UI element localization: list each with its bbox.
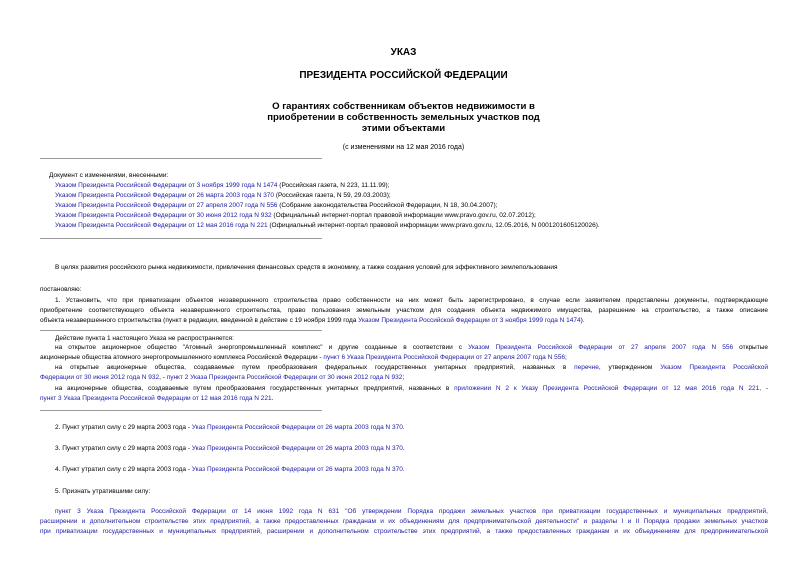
paragraph-1-line: 1. Установить, что при приватизации объектов незавершенного строительства право собственности на них может быть зарегистрировано, в случае если заявителем представлены документы, подтверждающие (55, 297, 768, 304)
divider (40, 238, 322, 239)
effect-heading: Действие пункта 1 настоящего Указа не распространяется: (55, 335, 234, 342)
paragraph-3: 3. Пункт утратил силу с 29 марта 2003 года - Указ Президента Российской Федерации от 26 марта 2003 года N 370. (55, 445, 405, 452)
paragraph-5-line (40, 518, 768, 526)
paragraph-5-line (40, 528, 768, 536)
effect-line: акционерные общества атомного энергопромышленного комплекса Российской Федерации - пункт 6 Указа Президента Российской Федерации от 27 апреля 2007 года N 556; (40, 354, 567, 361)
effect-line: на открытое акционерное общество "Атомный энергопромышленный комплекс" и другие созданные в соответствии с Указом Президента Российской Федерации от 27 апреля 2007 года N 556 открытые (55, 344, 768, 351)
edition-note: (с изменениями на 12 мая 2016 года) (342, 144, 465, 151)
change-link[interactable]: Указом Президента Российской Федерации от 26 марта 2003 года N 370 (55, 192, 275, 199)
divider (40, 330, 322, 331)
decree-word: постановляю: (40, 286, 82, 293)
paragraph-2: 2. Пункт утратил силу с 29 марта 2003 года - Указ Президента Российской Федерации от 26 марта 2003 года N 370. (55, 424, 405, 431)
amendment-link[interactable]: Федерации от 30 июня 2012 года N 932 (40, 374, 160, 381)
change-link[interactable]: Указом Президента Российской Федерации от 30 июня 2012 года N 932 (55, 212, 272, 219)
amendment-link[interactable]: Указом Президента Российской Федерации от 3 ноября 1999 года N 1474 (358, 317, 581, 324)
change-link[interactable]: Указом Президента Российской Федерации от 12 мая 2016 года N 221 (55, 222, 268, 229)
repealed-act-link[interactable]: при приватизации государственных и муниципальных предприятий, расширении и дополнительном строительстве этих предприятий, а также предоставленных гражданам и их объединениям для предпринимательской (40, 528, 768, 535)
subject-line: приобретении в собственность земельных участков под (267, 112, 540, 123)
effect-line: Федерации от 30 июня 2012 года N 932, - пункт 2 Указа Президента Российской Федерации от 30 июня 2012 года N 932; (40, 374, 405, 381)
repeal-link[interactable]: Указ Президента Российской Федерации от 26 марта 2003 года N 370 (191, 424, 403, 431)
repeal-link[interactable]: Указ Президента Российской Федерации от 26 марта 2003 года N 370 (191, 466, 403, 473)
repeal-link[interactable]: Указ Президента Российской Федерации от 26 марта 2003 года N 370 (191, 445, 403, 452)
change-item: Указом Президента Российской Федерации от 3 ноября 1999 года N 1474 (Российская газета, N 223, 11.11.99); (55, 182, 390, 189)
subject-line: О гарантиях собственникам объектов недвижимости в (272, 101, 535, 112)
paragraph-5-heading: 5. Признать утратившими силу: (55, 488, 151, 495)
amendment-link[interactable]: пункт 6 Указа Президента Российской Федерации от 27 апреля 2007 года N 556 (323, 354, 565, 361)
divider (40, 158, 322, 159)
paragraph-5-line (55, 508, 768, 516)
issuer-title: ПРЕЗИДЕНТА РОССИЙСКОЙ ФЕДЕРАЦИИ (299, 70, 508, 81)
changes-heading: Документ с изменениями, внесенными: (49, 172, 169, 179)
change-item: Указом Президента Российской Федерации от 26 марта 2003 года N 370 (Российская газета, N 59, 29.03.2003); (55, 192, 391, 199)
document-subject (0, 101, 807, 134)
change-item: Указом Президента Российской Федерации от 12 мая 2016 года N 221 (Официальный интернет-портал правовой информации www.pravo.gov.ru, 12.05.2016, N 0001201605120026). (55, 222, 600, 229)
change-item: Указом Президента Российской Федерации от 27 апреля 2007 года N 556 (Собрание законодательства Российской Федерации, N 18, 30.04.2007); (55, 202, 498, 209)
effect-line: пункт 3 Указа Президента Российской Федерации от 12 мая 2016 года N 221. (40, 395, 274, 402)
repealed-act-link[interactable]: пункт 3 Указа Президента Российской Федерации от 14 июня 1992 года N 631 "Об утверждении Порядка продажи земельных участков при приватизации государственных и муниципальных предприятий, (55, 508, 768, 515)
appendix-link[interactable]: приложении N 2 к Указу Президента Российской Федерации от 12 мая 2016 года N 221 (454, 385, 760, 392)
repealed-act-link[interactable]: расширении и дополнительном строительстве этих предприятий, а также предоставленных гражданам и их объединениям для предпринимательской деятельности" и разделы I и II Порядка продажи земельных участков (40, 518, 768, 525)
divider (40, 410, 322, 411)
effect-line: на открытые акционерные общества, создаваемые путем преобразования федеральных государственных унитарных предприятий, названных в перечне, утвержденном Указом Президента Российской (55, 364, 768, 371)
change-item: Указом Президента Российской Федерации от 30 июня 2012 года N 932 (Официальный интернет-портал правовой информации www.pravo.gov.ru, 02.07.2012); (55, 212, 536, 219)
paragraph-1-line: приобретение соответствующего объекта незавершенного строительства, право пользования земельным участком для создания объекта недвижимого имущества, разрешение на строительство, а также описание (40, 307, 768, 314)
amendment-link[interactable]: пункт 2 Указа Президента Российской Федерации от 30 июня 2012 года N 932 (166, 374, 403, 381)
effect-line: на акционерные общества, создаваемые путем преобразования государственных унитарных предприятий, названных в приложении N 2 к Указу Президента Российской Федерации от 12 мая 2016 года N 221, - (55, 385, 768, 392)
document-type: УКАЗ (390, 47, 417, 58)
paragraph-4: 4. Пункт утратил силу с 29 марта 2003 года - Указ Президента Российской Федерации от 26 марта 2003 года N 370. (55, 466, 405, 473)
amendment-link[interactable]: пункт 3 Указа Президента Российской Федерации от 12 мая 2016 года N 221 (40, 395, 272, 402)
subject-line: этими объектами (361, 123, 446, 134)
list-link[interactable]: перечне (574, 364, 599, 371)
change-link[interactable]: Указом Президента Российской Федерации от 27 апреля 2007 года N 556 (55, 202, 278, 209)
intro-paragraph: В целях развития российского рынка недвижимости, привлечения финансовых средств в экономику, а также создания условий для эффективного землепользования (55, 264, 558, 271)
change-link[interactable]: Указом Президента Российской Федерации от 3 ноября 1999 года N 1474 (55, 182, 278, 189)
paragraph-1-line: объекта незавершенного строительства (пункт в редакции, введенной в действие с 19 ноября 1999 года Указом Президента Российской Федерации от 3 ноября 1999 года N 1474). (40, 317, 585, 324)
amendment-link[interactable]: Указом Президента Российской (660, 364, 768, 371)
amendment-link[interactable]: Указом Президента Российской Федерации от 27 апреля 2007 года N 556 (468, 344, 734, 351)
